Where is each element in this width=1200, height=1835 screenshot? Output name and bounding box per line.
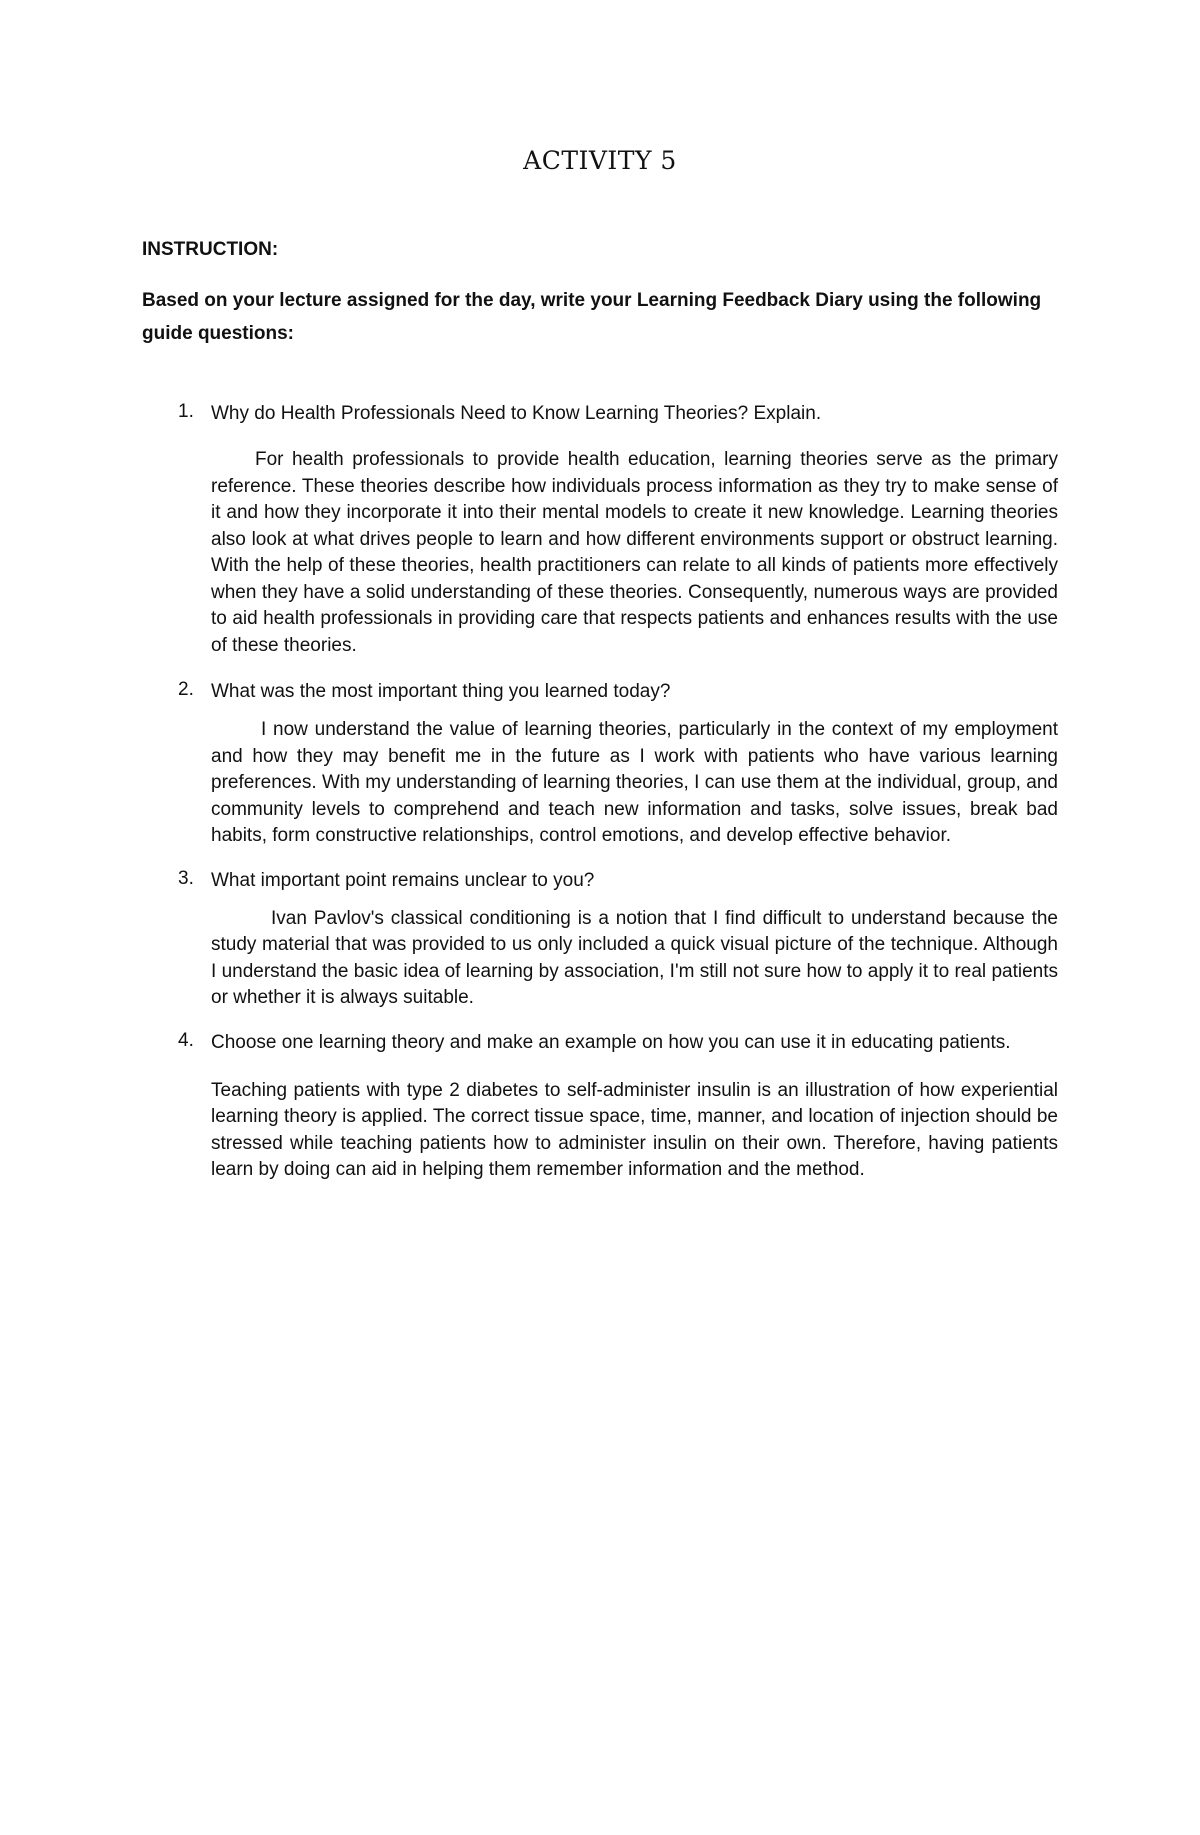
page-title: ACTIVITY 5 (523, 146, 677, 175)
question-number: 2. (178, 679, 194, 700)
question-item-4 (178, 1030, 1058, 1184)
question-list (178, 401, 1058, 1184)
question-item-1 (178, 401, 1058, 659)
instruction-heading: INSTRUCTION: (142, 239, 279, 260)
answer-text: Teaching patients with type 2 diabetes to self-administer insulin is an illustration of how experiential learning theory is applied. The correct tissue space, time, manner, and location of injection should be stressed while teaching patients how to administer insulin on their own. Therefore, having patients learn by doing can aid in helping them remember information and the method. (211, 1079, 1058, 1180)
question-number: 4. (178, 1029, 194, 1051)
instruction-text: Based on your lecture assigned for the day, write your Learning Feedback Diary using the following guide questions: (142, 290, 1042, 344)
question-text: Choose one learning theory and make an example on how you can use it in educating patients. (211, 1031, 1011, 1053)
question-item-3 (178, 868, 1058, 1012)
question-number: 3. (178, 867, 194, 889)
answer-text: Ivan Pavlov's classical conditioning is a notion that I find difficult to understand because the study material that was provided to us only included a quick visual picture of the technique. Although I understand the basic idea of learning by association, I'm still not sure how to apply it to real patients or whether it is always suitable. (211, 907, 1058, 1008)
question-number: 1. (178, 401, 194, 422)
question-text: What was the most important thing you learned today? (211, 681, 671, 702)
answer-text: For health professionals to provide health education, learning theories serve as the primary reference. These theories describe how individuals process information as they try to make sense of it and how they incorporate it into their mental models to create it new knowledge. Learning theories also look at what drives people to learn and how different environments support or obstruct learning. With the help of these theories, health practitioners can relate to all kinds of patients more effectively when they have a solid understanding of these theories. Consequently, numerous ways are provided to aid health professionals in providing care that respects patients and enhances results with the use of these theories. (211, 449, 1058, 656)
question-text: Why do Health Professionals Need to Know Learning Theories? Explain. (211, 403, 822, 424)
answer-text: I now understand the value of learning theories, particularly in the context of my employment and how they may benefit me in the future as I work with patients who have various learning preferences. With my understanding of learning theories, I can use them at the individual, group, and community levels to comprehend and teach new information and tasks, solve issues, break bad habits, form constructive relationships, control emotions, and develop effective behavior. (211, 719, 1058, 846)
question-item-2 (178, 679, 1058, 850)
question-text: What important point remains unclear to you? (211, 869, 595, 891)
